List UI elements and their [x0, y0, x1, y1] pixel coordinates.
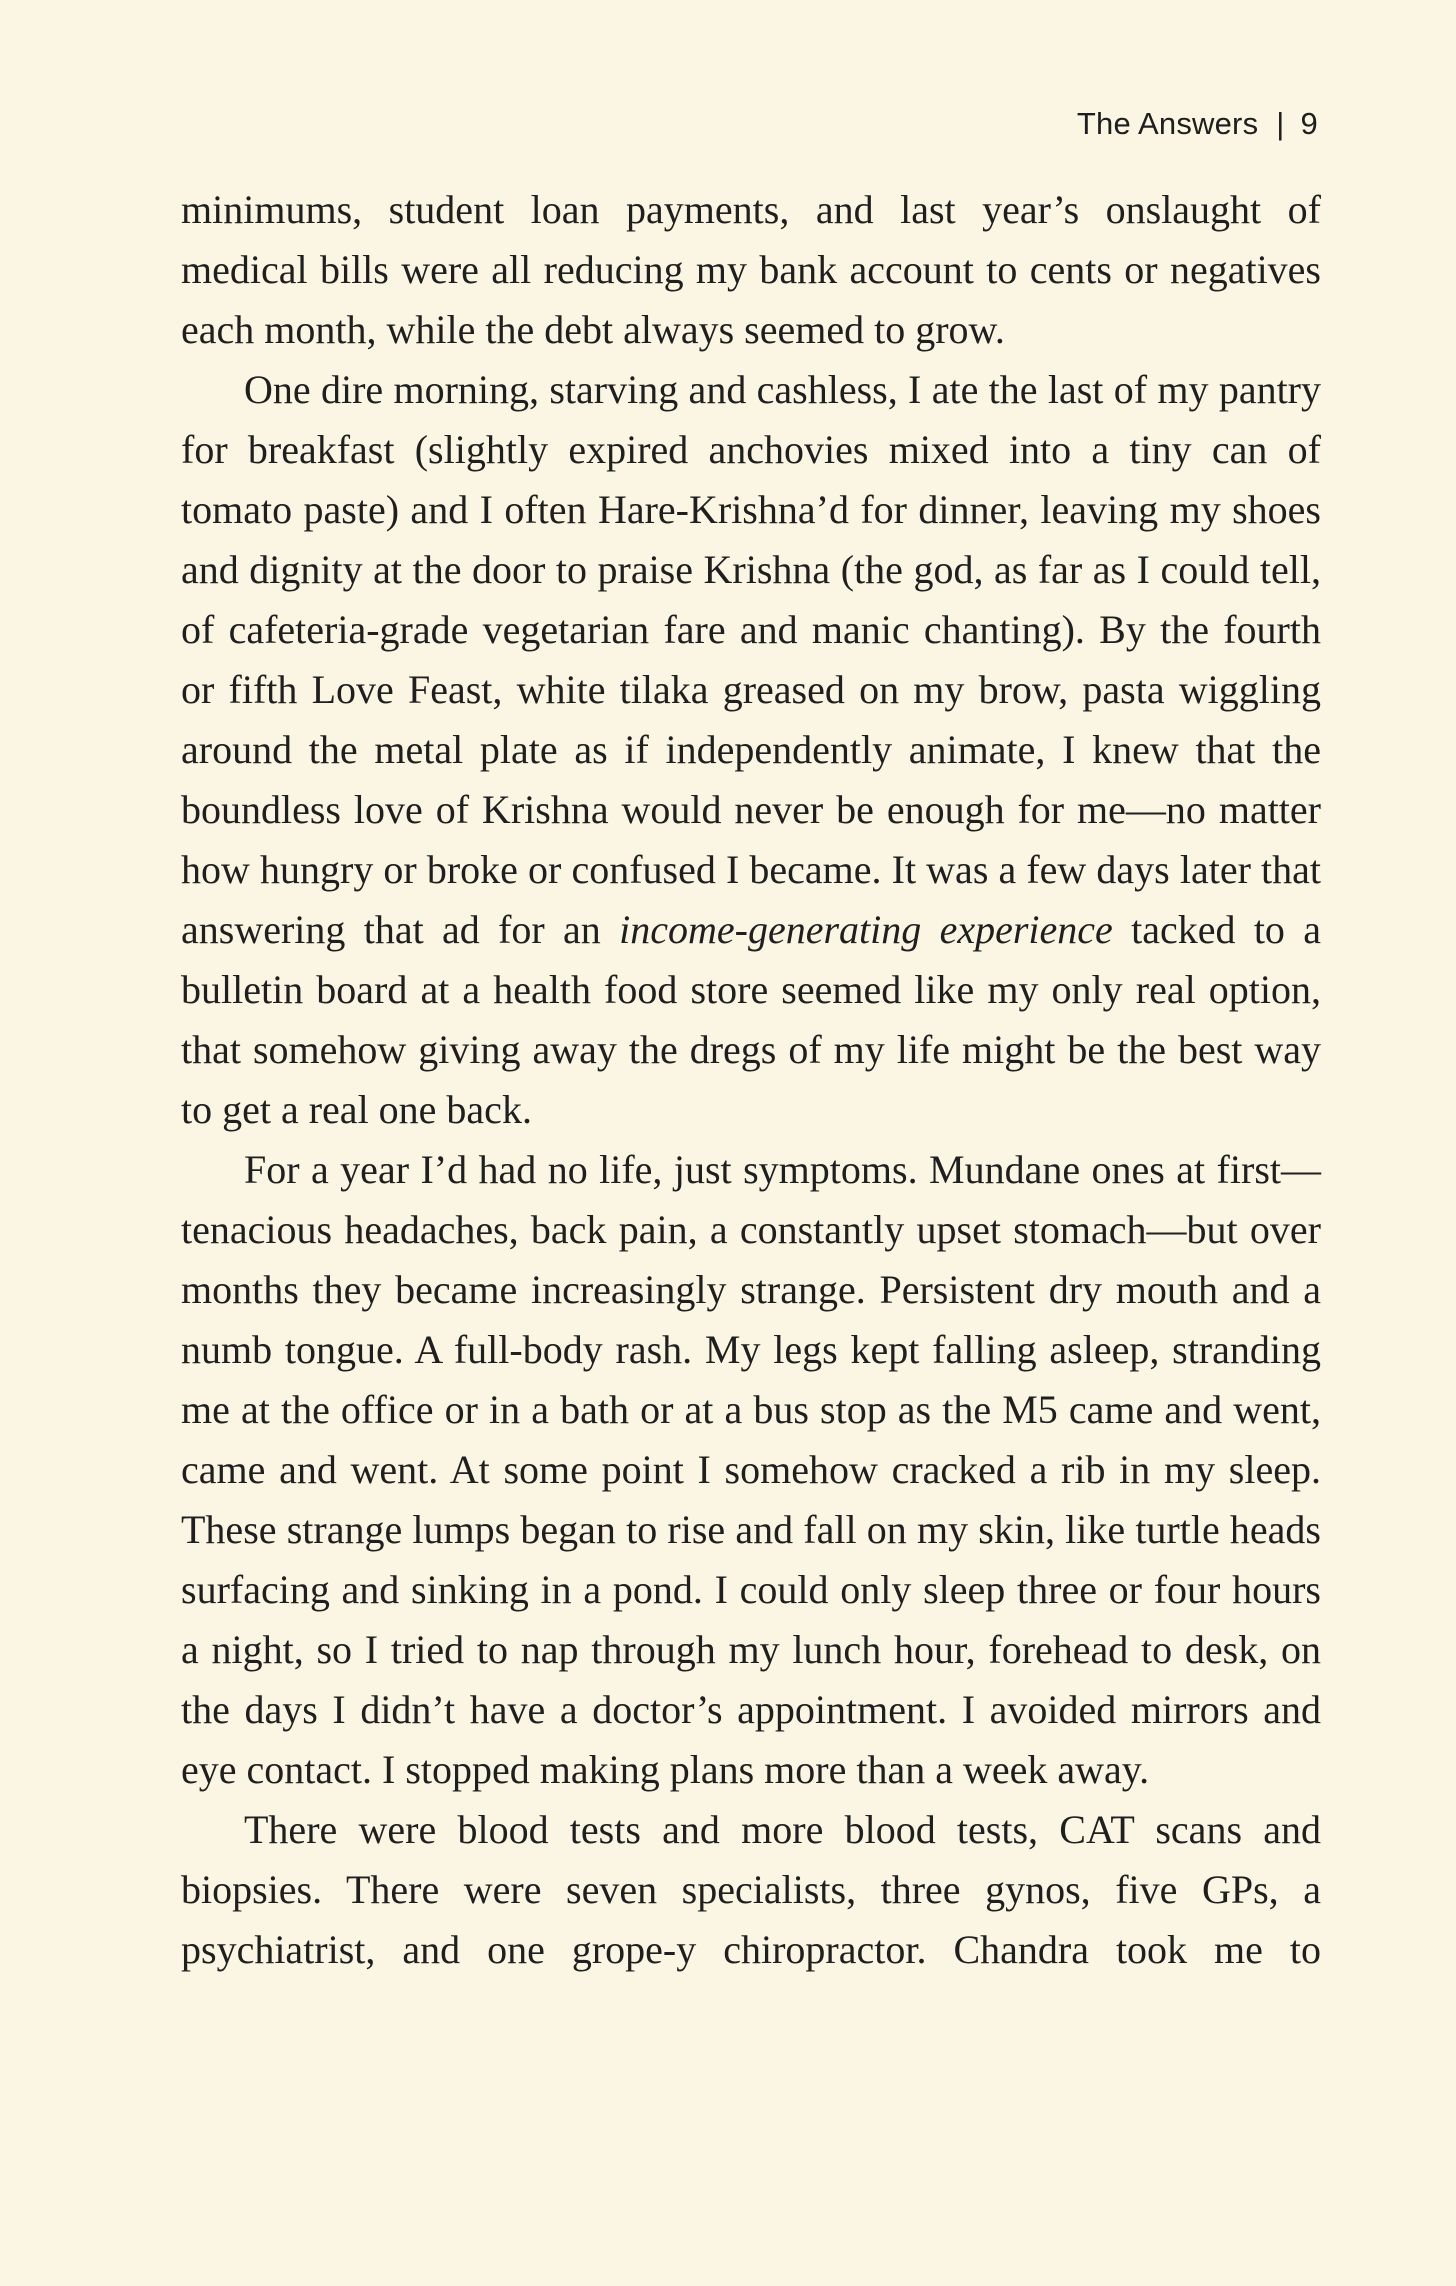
- running-title: The Answers: [1076, 106, 1259, 141]
- running-head-separator: |: [1276, 106, 1285, 141]
- paragraph-2-emphasis: income-generating experience: [619, 907, 1113, 952]
- paragraph-2-text-before: One dire morning, starving and cashless, I ate the last of my pantry for breakfast (slightly expired anchovies mixed into a tiny can of tomato paste) and I often Hare-Krishna’d for dinner, leaving my shoes and dignity at the door to praise Krishna (the god, as far as I could tell, of cafeteria-grade vegetarian fare and manic chanting). By the fourth or fifth Love Feast, white tilaka greased on my brow, pasta wiggling around the metal plate as if independently animate, I knew that the boundless love of Krishna would never be enough for me—no matter how hungry or broke or confused I became. It was a few days later that answering that ad for an: [181, 367, 1321, 952]
- page-number: 9: [1300, 106, 1318, 141]
- paragraph-2-text-after: tacked to a bulletin board at a health food store seemed like my only real option, that somehow giving away the dregs of my life might be the best way to get a real one back.: [181, 907, 1322, 1132]
- paragraph-1: minimums, student loan payments, and last year’s onslaught of medical bills were all reducing my bank account to cents or negatives each month, while the debt always seemed to grow.: [181, 187, 1321, 352]
- running-head: [1077, 106, 1318, 142]
- paragraph-2: [181, 360, 1321, 1140]
- paragraph-4: There were blood tests and more blood tests, CAT scans and biopsies. There were seven specialists, three gynos, five GPs, a psychiatrist, and one grope-y chiropractor. Chandra took me to: [181, 1807, 1321, 1972]
- body-text: [181, 180, 1321, 1980]
- paragraph-3: For a year I’d had no life, just symptoms. Mundane ones at first—tenacious headaches, back pain, a constantly upset stomach—but over months they became increasingly strange. Persistent dry mouth and a numb tongue. A full-body rash. My legs kept falling asleep, stranding me at the office or in a bath or at a bus stop as the M5 came and went, came and went. At some point I somehow cracked a rib in my sleep. These strange lumps began to rise and fall on my skin, like turtle heads surfacing and sinking in a pond. I could only sleep three or four hours a night, so I tried to nap through my lunch hour, forehead to desk, on the days I didn’t have a doctor’s appointment. I avoided mirrors and eye contact. I stopped making plans more than a week away.: [181, 1147, 1321, 1792]
